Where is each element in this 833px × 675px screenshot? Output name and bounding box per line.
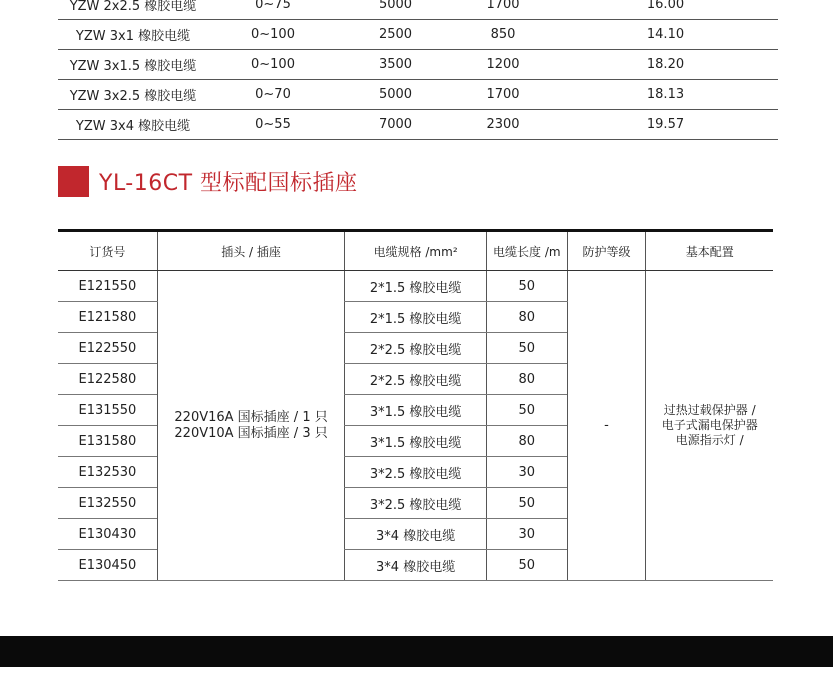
cell-value-2: 1700 xyxy=(453,80,553,110)
cell-range: 0~55 xyxy=(208,110,338,140)
cell-cable-spec: 2*1.5 橡胶电缆 xyxy=(345,271,487,302)
cell-order-no: E132550 xyxy=(58,488,157,519)
cell-value-2: 1200 xyxy=(453,50,553,80)
cell-cable-length: 50 xyxy=(486,550,567,581)
header-cable-length: 电缆长度 /m xyxy=(486,231,567,271)
product-table xyxy=(58,229,773,581)
cell-model: YZW 2x2.5 橡胶电缆 xyxy=(58,0,208,20)
cell-value-3: 16.00 xyxy=(553,0,778,20)
cell-order-no: E122550 xyxy=(58,333,157,364)
cell-value-1: 2500 xyxy=(338,20,453,50)
cell-order-no: E130430 xyxy=(58,519,157,550)
header-protection: 防护等级 xyxy=(567,231,646,271)
cell-cable-spec: 3*1.5 橡胶电缆 xyxy=(345,426,487,457)
cell-value-1: 5000 xyxy=(338,0,453,20)
cell-range: 0~75 xyxy=(208,0,338,20)
cell-value-2: 1700 xyxy=(453,0,553,20)
plug-socket-line-2: 220V10A 国标插座 / 3 只 xyxy=(174,425,328,441)
cable-spec-table xyxy=(58,0,778,140)
table-row xyxy=(58,0,778,20)
table-row xyxy=(58,50,778,80)
cell-cable-spec: 2*1.5 橡胶电缆 xyxy=(345,302,487,333)
cell-cable-length: 30 xyxy=(486,457,567,488)
cell-cable-spec: 2*2.5 橡胶电缆 xyxy=(345,333,487,364)
cell-value-3: 19.57 xyxy=(553,110,778,140)
table-row xyxy=(58,20,778,50)
cell-value-3: 18.20 xyxy=(553,50,778,80)
section-heading xyxy=(58,165,358,197)
cell-cable-length: 50 xyxy=(486,333,567,364)
cell-cable-length: 50 xyxy=(486,395,567,426)
cell-cable-spec: 3*2.5 橡胶电缆 xyxy=(345,457,487,488)
config-line-2: 电子式漏电保护器 xyxy=(661,418,758,432)
cell-cable-spec: 3*4 橡胶电缆 xyxy=(345,550,487,581)
config-line-1: 过热过载保护器 / xyxy=(663,403,756,417)
cell-range: 0~100 xyxy=(208,50,338,80)
cell-model: YZW 3x1 橡胶电缆 xyxy=(58,20,208,50)
cell-config xyxy=(646,271,773,581)
cell-order-no: E131580 xyxy=(58,426,157,457)
cell-order-no: E131550 xyxy=(58,395,157,426)
cell-value-1: 5000 xyxy=(338,80,453,110)
table-row xyxy=(58,271,773,302)
cell-order-no: E132530 xyxy=(58,457,157,488)
header-order-no: 订货号 xyxy=(58,231,157,271)
cell-model: YZW 3x2.5 橡胶电缆 xyxy=(58,80,208,110)
cell-value-2: 850 xyxy=(453,20,553,50)
footer-bar xyxy=(0,636,833,667)
cell-range: 0~100 xyxy=(208,20,338,50)
cell-value-2: 2300 xyxy=(453,110,553,140)
config-line-3: 电源指示灯 / xyxy=(675,433,744,447)
cell-cable-length: 80 xyxy=(486,302,567,333)
cell-cable-spec: 3*2.5 橡胶电缆 xyxy=(345,488,487,519)
header-plug-socket: 插头 / 插座 xyxy=(157,231,345,271)
table-row xyxy=(58,80,778,110)
cell-order-no: E121550 xyxy=(58,271,157,302)
cell-order-no: E121580 xyxy=(58,302,157,333)
heading-marker xyxy=(58,166,89,197)
cell-order-no: E122580 xyxy=(58,364,157,395)
cell-cable-length: 80 xyxy=(486,426,567,457)
cell-model: YZW 3x4 橡胶电缆 xyxy=(58,110,208,140)
cell-model: YZW 3x1.5 橡胶电缆 xyxy=(58,50,208,80)
table-header-row xyxy=(58,231,773,271)
cell-cable-length: 80 xyxy=(486,364,567,395)
cell-cable-spec: 2*2.5 橡胶电缆 xyxy=(345,364,487,395)
cell-cable-spec: 3*4 橡胶电缆 xyxy=(345,519,487,550)
cell-cable-spec: 3*1.5 橡胶电缆 xyxy=(345,395,487,426)
cell-plug-socket xyxy=(157,271,345,581)
cell-value-3: 14.10 xyxy=(553,20,778,50)
header-cable-spec: 电缆规格 /mm² xyxy=(345,231,487,271)
header-config: 基本配置 xyxy=(646,231,773,271)
cell-cable-length: 30 xyxy=(486,519,567,550)
plug-socket-line-1: 220V16A 国标插座 / 1 只 xyxy=(174,409,328,425)
cell-range: 0~70 xyxy=(208,80,338,110)
table-row xyxy=(58,110,778,140)
cell-protection: - xyxy=(567,271,646,581)
cell-cable-length: 50 xyxy=(486,271,567,302)
cell-cable-length: 50 xyxy=(486,488,567,519)
section-title: YL-16CT 型标配国标插座 xyxy=(99,170,358,196)
cell-value-1: 7000 xyxy=(338,110,453,140)
cell-value-3: 18.13 xyxy=(553,80,778,110)
cell-value-1: 3500 xyxy=(338,50,453,80)
cell-order-no: E130450 xyxy=(58,550,157,581)
